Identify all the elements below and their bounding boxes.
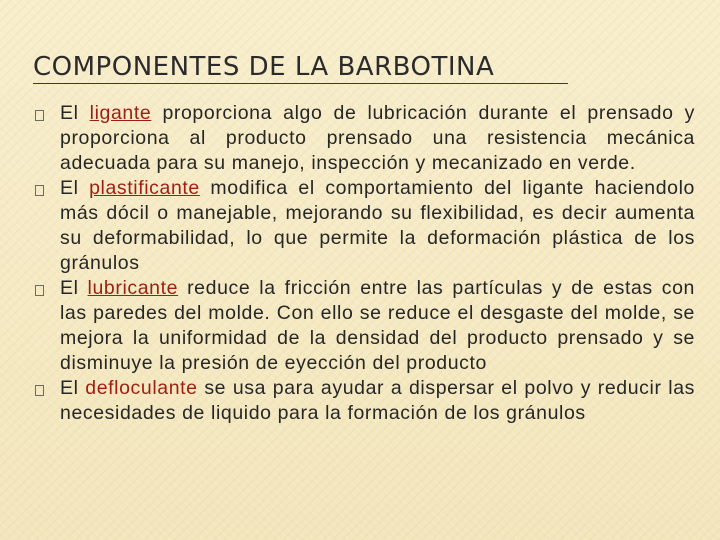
bullet-prefix: El xyxy=(60,377,86,399)
bullet-item-lubricante xyxy=(33,276,695,376)
bullet-text xyxy=(60,176,695,276)
bullet-prefix: El xyxy=(60,277,88,299)
square-bullet-icon xyxy=(35,185,44,196)
term-lubricante-link[interactable]: lubricante xyxy=(87,277,179,299)
term-plastificante-link[interactable]: plastificante xyxy=(89,177,200,199)
term-defloculante: defloculante xyxy=(85,377,198,399)
bullet-item-ligante xyxy=(33,101,695,176)
bullet-body: proporciona algo de lubricación durante el prensado y proporciona al producto prensado una resistencia mecánica adecuada para su manejo, inspección y mecanizado en verde. xyxy=(60,102,695,174)
bullet-body: modifica el comportamiento del ligante haciendolo más dócil o manejable, mejorando su flexibilidad, es decir aumenta su deformabilidad, lo que permite la deformación plástica de los gránulos xyxy=(60,177,695,274)
bullet-prefix: El xyxy=(60,102,90,124)
bullet-text xyxy=(60,376,695,426)
bullet-text xyxy=(60,276,695,376)
square-bullet-icon xyxy=(35,285,44,296)
slide-title: COMPONENTES DE LA BARBOTINA xyxy=(33,52,495,82)
bullet-prefix: El xyxy=(60,177,90,199)
square-bullet-icon xyxy=(35,110,44,121)
term-ligante-link[interactable]: ligante xyxy=(89,102,152,124)
title-underline xyxy=(33,83,568,84)
square-bullet-icon xyxy=(35,385,44,396)
bullet-text xyxy=(60,101,695,176)
bullet-item-defloculante xyxy=(33,376,695,426)
bullet-item-plastificante xyxy=(33,176,695,276)
bullet-list xyxy=(33,101,695,426)
bullet-body: se usa para ayudar a dispersar el polvo y reducir las necesidades de liquido para la formación de los gránulos xyxy=(60,377,695,424)
bullet-body: reduce la fricción entre las partículas y de estas con las paredes del molde. Con ello se reduce el desgaste del molde, se mejora la uniformidad de la densidad del producto prensado y se disminuye la presión de eyección del producto xyxy=(60,277,695,374)
